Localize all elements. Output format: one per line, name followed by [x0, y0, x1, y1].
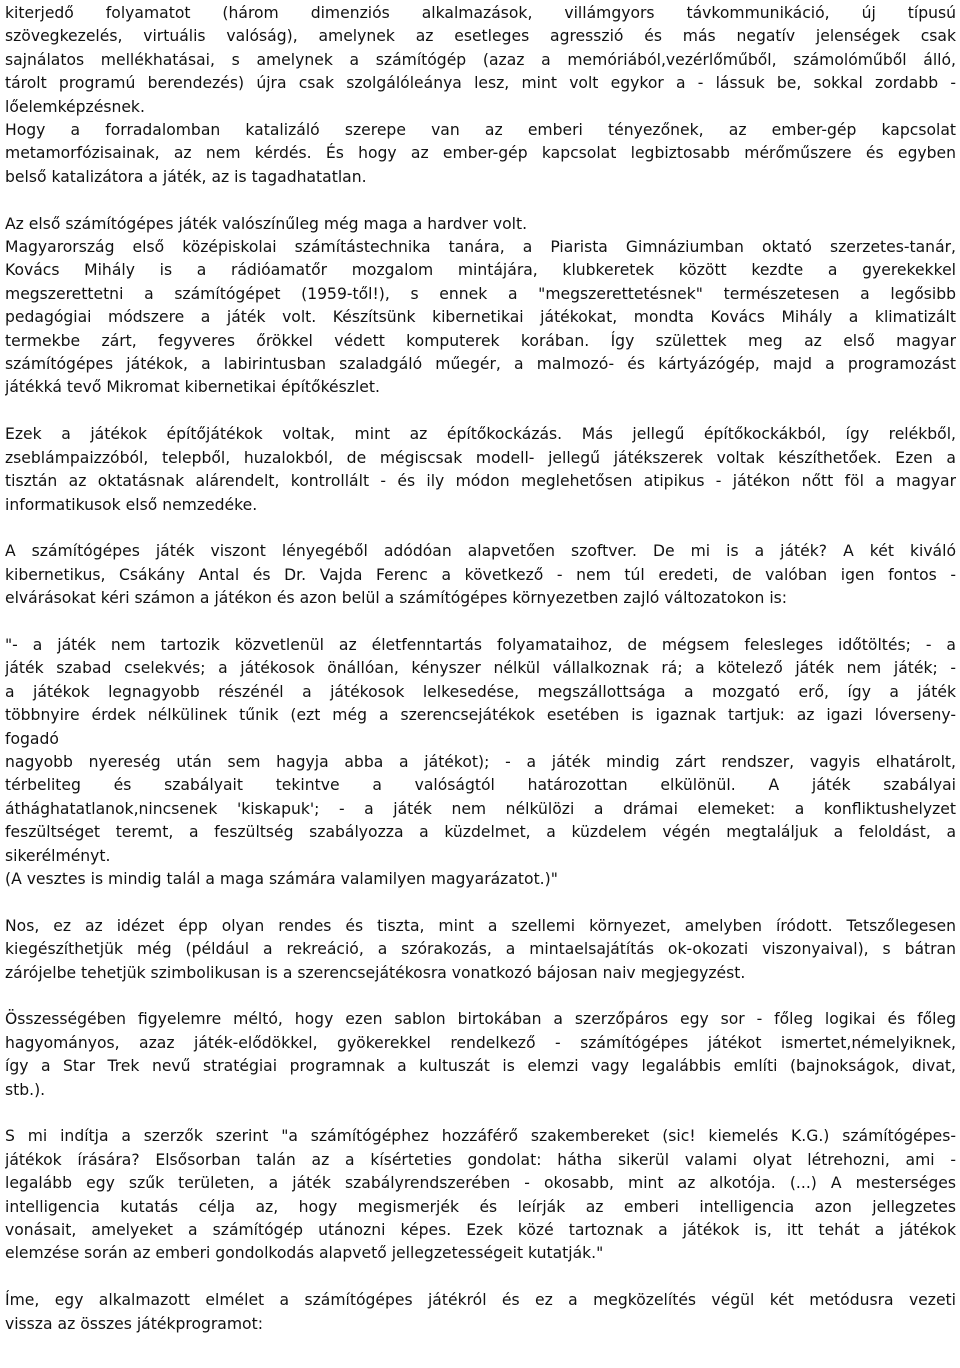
- text-line: így a Star Trek nevű stratégiai programnak a kultuszát is elemzi vagy legalábbis említi (bajnokságok, divat,: [5, 1057, 956, 1076]
- text-line: kiterjedő folyamatot (három dimenziós alkalmazások, villámgyors távkommunikáció, új típusú: [5, 4, 956, 22]
- text-line: elemzése során az emberi gondolkodás alapvető jellegzetességeit kutatják.": [5, 1244, 604, 1263]
- text-line: sajnálatos mellékhatásai, s amelynek a számítógép (azaz a memóriából,vezérlőműből, számolóműből álló,: [5, 50, 956, 69]
- text-line: (A vesztes is mindig talál a maga számára valamilyen magyarázatot.)": [5, 869, 558, 888]
- paragraph: [5, 213, 956, 236]
- text-line: fogadó: [5, 729, 59, 748]
- text-line: játék szabad cselekvés; a játékosok önállóan, kényszer nélkül vállalkoznak rá; a kötelező játék nem játék; -: [5, 659, 956, 678]
- text-line: "- a játék nem tartozik közvetlenül az életfenntartás folyamataihoz, de mégsem felesleges időtöltés; - a: [5, 635, 956, 654]
- text-line: zseblámpaizzóból, telepből, huzalokból, de mégiscsak modell- jellegű játékszerek voltak készíthetőek. Ezen a: [5, 448, 956, 467]
- text-line: Ezek a játékok építőjátékok voltak, mint az építőkockázás. Más jellegű építőkockákból, így relékből,: [5, 425, 956, 444]
- paragraph: [5, 236, 956, 400]
- text-line: tárolt programú berendezés) újra csak szolgálóleánya lesz, mint volt egykor a - lássuk be, sokkal zordabb -: [5, 74, 956, 93]
- text-line: stb.).: [5, 1080, 46, 1099]
- text-line: legalább egy szűk területen, a játék szabályrendszerében - okosabb, mint az alkotója. (...) A mesterséges: [5, 1174, 956, 1193]
- text-line: Íme, egy alkalmazott elmélet a számítógépes játékról és ez a megközelítés végül két metódusra vezeti: [5, 1291, 956, 1310]
- paragraph: [5, 119, 956, 189]
- paragraph: [5, 1289, 956, 1336]
- paragraph: [5, 423, 956, 517]
- text-line: vonásait, amelyeket a számítógép utánozni képes. Ezek közé tartoznak a játékok is, itt tehát a játékok: [5, 1221, 956, 1240]
- text-line: intelligencia kutatás célja az, hogy megismerjék és leírják az emberi intelligencia azon jellegzetes: [5, 1197, 956, 1216]
- text-line: lőelemképzésnek.: [5, 97, 145, 116]
- text-line: A számítógépes játék viszont lényegéből adódóan alapvetően szoftver. De mi is a játék? A két kiváló: [5, 542, 956, 561]
- paragraph: [5, 1125, 956, 1265]
- text-line: pedagógiai módszere a játék volt. Készítsünk kibernetikai játékokat, mondta Kovács Mihály a klimatizált: [5, 308, 956, 327]
- text-line: sikerélményt.: [5, 846, 111, 865]
- text-line: vissza az összes játékprogramot:: [5, 1314, 263, 1333]
- text-line: szövegkezelés, virtuális valóság), amelynek az esetleges agresszió és más negatív jelenségek csak: [5, 27, 956, 46]
- text-line: nagyobb nyereség után sem hagyja abba a játékot); - a játék mindig zárt rendszer, vagyis elhatárolt,: [5, 752, 956, 771]
- text-line: játékká tevő Mikromat kibernetikai építőkészlet.: [5, 378, 380, 397]
- text-line: termekbe zárt, fegyveres őrökkel védett komputerek korában. Így születtek meg az első magyar: [5, 331, 956, 350]
- text-line: hagyományos, azaz játék-elődökkel, gyökerekkel rendelkező - számítógépes játékot ismertet,némelyiknek,: [5, 1033, 956, 1052]
- paragraph-spacer: [5, 189, 956, 212]
- text-line: Kovács Mihály is a rádióamatőr mozgalom mintájára, klubkeretek között kezdte a gyerekekkel: [5, 261, 956, 280]
- text-line: Nos, ez az idézet épp olyan rendes és tiszta, mint a szellemi környezet, amelyben íródott. Tetszőlegesen: [5, 916, 956, 935]
- paragraph: [5, 634, 956, 891]
- text-line: Összességében figyelemre méltó, hogy ezen sablon birtokában a szerzőpáros egy sor - főleg logikai és főleg: [5, 1010, 956, 1029]
- text-line: térbeliteg és szabályait tekintve a valóságtól határozottan elkülönül. A játék szabályai: [5, 776, 956, 795]
- paragraph-spacer: [5, 891, 956, 914]
- text-line: elvárásokat kéri számon a játékon és azon belül a számítógépes környezetben zajló változatokon is:: [5, 589, 788, 608]
- paragraph-spacer: [5, 1102, 956, 1125]
- paragraph: [5, 540, 956, 610]
- text-line: Hogy a forradalomban katalizáló szerepe van az emberi tényezőnek, az ember-gép kapcsolat: [5, 121, 956, 140]
- text-line: S mi indítja a szerzők szerint "a számítógéphez hozzáférő szakembereket (sic! kiemelés K.G.) számítógépes-: [5, 1127, 956, 1146]
- text-line: kiegészíthetjük még (például a rekreáció, a szórakozás, a mintaelsajátítás ok-okozati viszonyaival), s bátran: [5, 940, 956, 959]
- text-line: számítógépes játékok, a labirintusban szaladgáló műegér, a malmozó- és kártyázógép, majd a programozást: [5, 355, 956, 374]
- paragraph: [5, 1008, 956, 1102]
- paragraph-spacer: [5, 517, 956, 540]
- text-line: Az első számítógépes játék valószínűleg még maga a hardver volt.: [5, 214, 528, 233]
- text-line: metamorfózisainak, az nem kérdés. És hogy az ember-gép kapcsolat legbiztosabb mérőműszere és egyben: [5, 144, 956, 163]
- paragraph: [5, 2, 956, 119]
- text-line: Magyarország első középiskolai számítástechnika tanára, a Piarista Gimnáziumban oktató szerzetes-tanár,: [5, 238, 956, 257]
- text-line: áthághatatlanok,nincsenek 'kiskapuk'; - a játék nem nélkülözi a drámai elemeket: a konfliktushelyzet: [5, 799, 956, 818]
- paragraph-spacer: [5, 611, 956, 634]
- text-line: zárójelbe tehetjük szimbolikusan is a szerencsejátékosra vonatkozó bájosan naiv megjegyzést.: [5, 963, 746, 982]
- paragraph-spacer: [5, 985, 956, 1008]
- text-line: többnyire érdek nélkülinek tűnik (ezt még a szerencsejátékok esetében is igaznak tartjuk: az igazi lóverseny-: [5, 706, 956, 725]
- text-line: feszültséget teremt, a feszültség szabályozza a küzdelmet, a küzdelem végén megtaláljuk a feloldást, a: [5, 823, 956, 842]
- text-line: megszerettetni a számítógépet (1959-től!), s ennek a "megszerettetésnek" természetesen a legősibb: [5, 284, 956, 303]
- text-line: belső katalizátora a játék, az is tagadhatatlan.: [5, 167, 367, 186]
- text-line: informatikusok első nemzedéke.: [5, 495, 258, 514]
- paragraph-spacer: [5, 1266, 956, 1289]
- paragraph-spacer: [5, 400, 956, 423]
- text-line: kibernetikus, Csákány Antal és Dr. Vajda Ferenc a következő - nem túl eredeti, de valóban igen fontos -: [5, 565, 956, 584]
- text-line: a játékok legnagyobb részénél a játékosok lelkesedése, megszállottsága a mozgató erő, így a játék: [5, 682, 956, 701]
- paragraph: [5, 915, 956, 985]
- text-line: tisztán az oktatásnak alárendelt, kontrollált - és ily módon meglehetősen atipikus - játékon nőtt föl a magyar: [5, 472, 956, 491]
- text-line: játékok írására? Elsősorban talán az a kísérteties gondolat: hátha sikerül valami olyat létrehozni, ami -: [5, 1150, 956, 1169]
- document-body: [5, 2, 956, 1336]
